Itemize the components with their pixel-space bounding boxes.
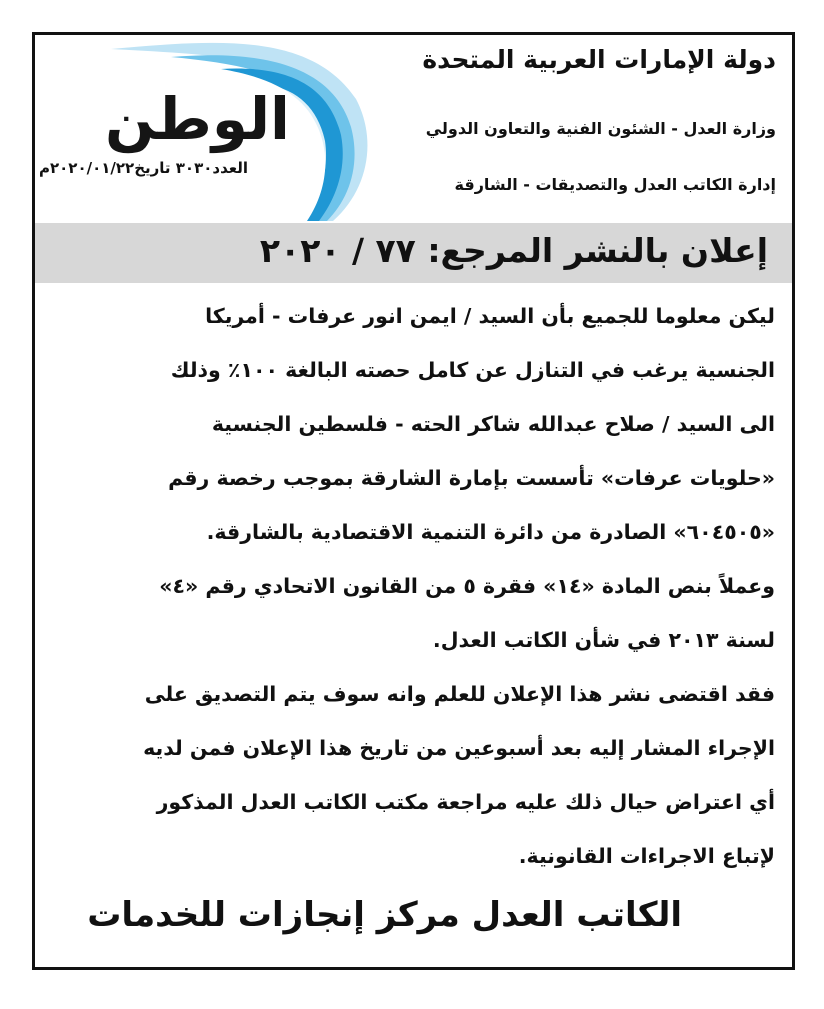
notice-frame xyxy=(32,32,795,970)
body-line: لسنة ٢٠١٣ في شأن الكاتب العدل. xyxy=(432,628,775,652)
country-name: دولة الإمارات العربية المتحدة xyxy=(422,45,776,74)
body-line: أي اعتراض حيال ذلك عليه مراجعة مكتب الكاتب العدل المذكور xyxy=(156,790,775,814)
body-line: الى السيد / صلاح عبدالله شاكر الحته - فلسطين الجنسية xyxy=(211,412,775,436)
body-line: «حلويات عرفات» تأسست بإمارة الشارقة بموجب رخصة رقم xyxy=(168,466,775,490)
body-line: لإتباع الاجراءات القانونية. xyxy=(518,844,775,868)
body-line: الجنسية يرغب في التنازل عن كامل حصته البالغة ١٠٠٪ وذلك xyxy=(170,358,775,382)
body-line: «٦٠٤٥٠٥» الصادرة من دائرة التنمية الاقتصادية بالشارقة. xyxy=(206,520,775,544)
newspaper-name: الوطن xyxy=(105,85,290,153)
newspaper-logo xyxy=(51,39,381,221)
department-name: إدارة الكاتب العدل والتصديقات - الشارقة xyxy=(454,175,776,194)
notary-signature: الكاتب العدل مركز إنجازات للخدمات xyxy=(87,895,682,935)
notice-title: إعلان بالنشر المرجع: ٧٧ / ٢٠٢٠ xyxy=(259,231,768,270)
body-line: وعملاً بنص المادة «١٤» فقرة ٥ من القانون الاتحادي رقم «٤» xyxy=(159,574,775,598)
title-banner xyxy=(35,223,792,283)
ministry-name: وزارة العدل - الشئون الفنية والتعاون الدولي xyxy=(425,119,776,138)
body-line: فقد اقتضى نشر هذا الإعلان للعلم وانه سوف يتم التصديق على xyxy=(144,682,775,706)
issue-date: العدد٣٠٣٠ تاريخ٢٠٢٠/٠١/٢٢م xyxy=(39,159,249,177)
body-line: الإجراء المشار إليه بعد أسبوعين من تاريخ هذا الإعلان فمن لديه xyxy=(143,736,775,760)
notice-header xyxy=(35,35,792,221)
notice-body xyxy=(45,289,775,883)
body-line: ليكن معلوما للجميع بأن السيد / ايمن انور عرفات - أمريكا xyxy=(205,304,775,328)
